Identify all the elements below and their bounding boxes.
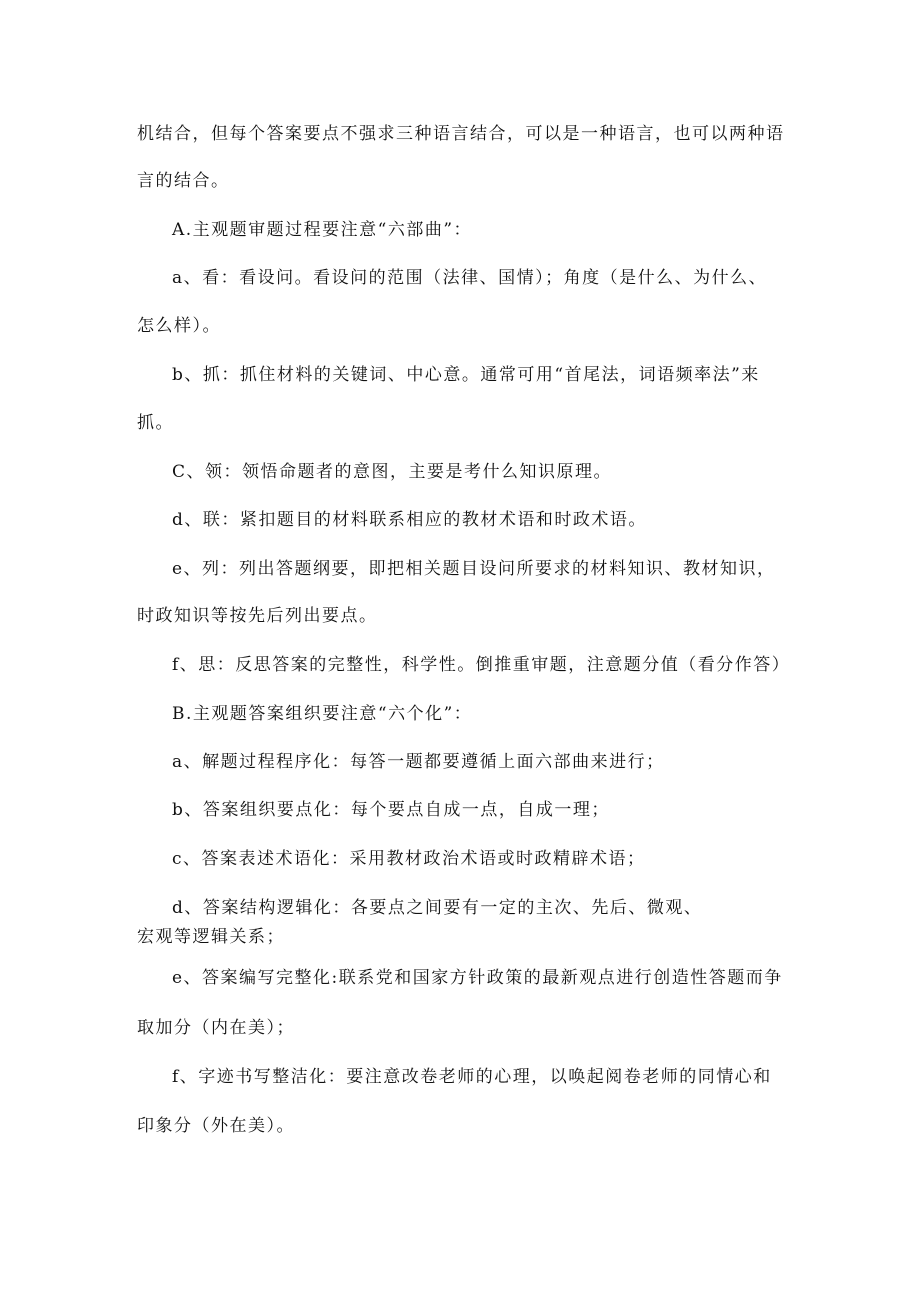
- section-heading-b: B.主观题答案组织要注意“六个化”：: [172, 704, 473, 724]
- paragraph-line: f、字迹书写整洁化：要注意改卷老师的心理，以唤起阅卷老师的同情心和: [172, 1067, 772, 1087]
- paragraph-line: 时政知识等按先后列出要点。: [137, 606, 378, 626]
- paragraph-line: 机结合，但每个答案要点不强求三种语言结合，可以是一种语言，也可以两种语: [137, 124, 785, 144]
- paragraph-line: C、领：领悟命题者的意图，主要是考什么知识原理。: [172, 462, 613, 482]
- paragraph-line: f、思：反思答案的完整性，科学性。倒推重审题，注意题分值（看分作答）: [172, 655, 791, 675]
- paragraph-line: e、答案编写完整化:联系党和国家方针政策的最新观点进行创造性答题而争: [172, 968, 783, 988]
- paragraph-line: 言的结合。: [137, 171, 230, 191]
- paragraph-line: e、列：列出答题纲要，即把相关题目设问所要求的材料知识、教材知识，: [172, 559, 776, 579]
- paragraph-line: a、解题过程程序化：每答一题都要遵循上面六部曲来进行；: [172, 752, 665, 772]
- paragraph-line: 怎么样）。: [137, 316, 221, 336]
- paragraph-line: 抓。: [137, 413, 174, 433]
- paragraph-line: a、看：看设问。看设问的范围（法律、国情）；角度（是什么、为什么、: [172, 268, 768, 288]
- paragraph-line: 宏观等逻辑关系；: [137, 927, 285, 947]
- paragraph-line: d、答案结构逻辑化：各要点之间要有一定的主次、先后、微观、: [172, 898, 703, 918]
- paragraph-line: d、联：紧扣题目的材料联系相应的教材术语和时政术语。: [172, 510, 647, 530]
- paragraph-line: b、抓：抓住材料的关键词、中心意。通常可用“首尾法，词语频率法”来: [172, 365, 760, 385]
- paragraph-line: 取加分（内在美）；: [137, 1018, 295, 1038]
- paragraph-line: b、答案组织要点化：每个要点自成一点，自成一理；: [172, 800, 610, 820]
- paragraph-line: c、答案表述术语化：采用教材政治术语或时政精辟术语；: [172, 849, 646, 869]
- section-heading-a: A.主观题审题过程要注意“六部曲”：: [172, 220, 473, 240]
- paragraph-line: 印象分（外在美）。: [137, 1116, 295, 1136]
